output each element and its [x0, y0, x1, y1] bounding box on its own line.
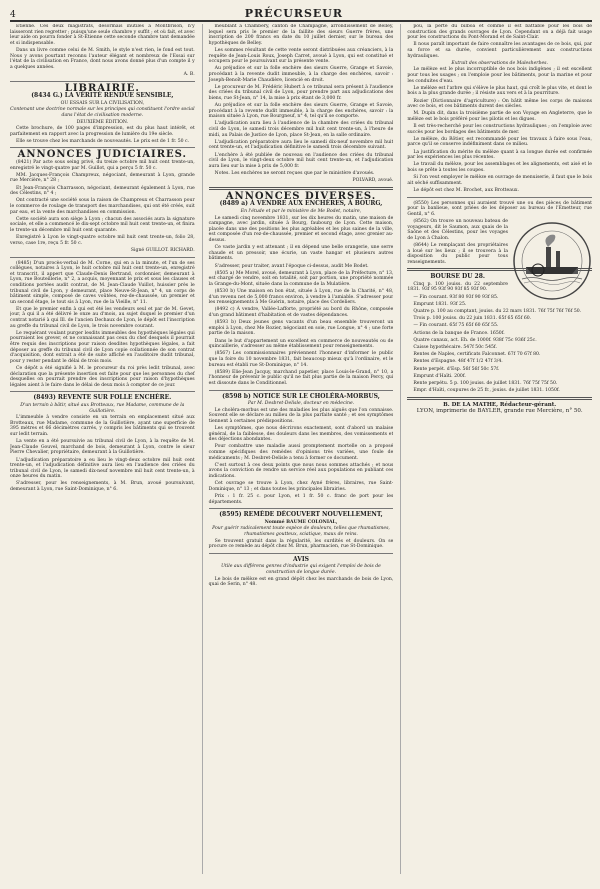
remedy-name: Nommé BAUME COLONIAL, [264, 519, 338, 525]
article-signature: A. B. [183, 71, 195, 77]
editor-signature: B. DE LA MATHE, Rédacteur-gérant. [443, 401, 557, 408]
printer-line: LYON, imprimerie de BAYLER, grande rue Mercière, n° 50. [416, 408, 583, 415]
notes-title: Extrait des observations de Malesherbes. [451, 60, 548, 66]
columns [10, 24, 592, 874]
article-text: Le dépôt est chez M. Brochet, aux Brotteaux. [413, 187, 519, 193]
ad-text: Se trouvent gratuit dans la régularité, les surdités et douleurs. On se procure ce remède au dépôt chez M. Brun, pharmacien, rue St-Dominique. [208, 538, 394, 550]
ad-text: (8550) Les personnes qui auraient trouvé une ou des pièces de bâtiment pour la banlieue, sont priées de les déposer au bureau de l'Émetteur, rue Gentil, n° 6. [407, 200, 593, 217]
notice-text: MM. Jacques-François Champreux, négociant, demeurant à Lyon, grande rue Mercière, n° 28 ; [10, 172, 195, 184]
notice-text: La vente en a été poursuivie au tribunal civil de Lyon, à la requête de M. Jean-Claude Gouvel, marchand de bois, demeurant à Lyon, contre le sieur Pierre Chevalier, propriétaire, demeurant à la Guillotière. [10, 439, 195, 456]
article-text: Dans un livre comme celui de M. Smith, le style n'est rien, le fond est tout. Nous y avons pourtant reconnu l'auteur élégant et nombreux de l'Essai sur l'état de la civilisation en France, dont nous avons donné plus d'un compte il y a quelques années. [10, 47, 195, 70]
bourse-row: Cinq p. 100 jouiss. du 22 septembre 1831. 93f 95 93f 90 93f 85 93f 90. [407, 281, 509, 293]
bourse-row: Quatre p. 100 au comptant, jouiss. du 22 mars 1831. 76f 75f 76f 76f 50. [413, 309, 582, 315]
divider [209, 508, 394, 509]
ad-text: S'adresser, pour traiter, avant l'époque ci-dessus, audit Me Bodet. [214, 263, 369, 269]
notice-text: L'adjudication préparatoire aura lieu le samedi dix-neuf novembre mil huit cent trente-un, et l'adjudication définitive le samedi trois décembre suivant. [208, 139, 394, 151]
article-text: Il est très-recherché pour les constructions hydrauliques ; on l'emploie avec succès pour les bordages des bâtiments de mer. [407, 124, 593, 135]
divider [10, 391, 195, 392]
article-text: Elle se trouve chez les marchands de nouveautés. Le prix est de 1 fr. 50 c. [16, 138, 190, 144]
bourse-row: Trois p. 100 jouiss. du 22 juin 1831. 65f 65 65f 60. [413, 316, 532, 322]
divider [10, 257, 195, 258]
bourse-row: Rente perpétu. 5 p. 100 jouiss. de juillet 1831. 76f 75f 75f 50. [413, 380, 558, 386]
ad-text: (8589) Elie-Jean Jacquy, marchand papetier, place Louis-le-Grand, n° 10, a l'honneur de prévenir le public qu'il ne fait plus partie de la maison Percy, qui est dissoute dans le Conditionnel. [208, 369, 394, 386]
ad-text: Cet ouvrage se trouve à Lyon, chez Ayné frères, libraires, rue Saint-Dominique, n° 13 ; et dans toutes les principales librairies. [208, 481, 394, 492]
ad-text: (8562) On trouve un nouveau bateau de voyageurs, dit le Saumon, aux quais de la Saône et des Célestins, pour les voyages de Lyon à Chalon. [407, 218, 509, 241]
ad-text: C'est surtout à ces deux points que nous nous sommes attachés ; et nous avons la conviction de rendre un service réel aux populations en publiant ces indications. [208, 462, 394, 480]
divider [209, 553, 394, 554]
notice-text: Notes. Les enchères ne seront reçues que par le ministère d'avoués. [214, 171, 375, 176]
bourse-row: — Fin courant. 93f 80 93f 90 93f 85. [413, 294, 499, 300]
divider [209, 187, 394, 190]
remedy-title: (8595) REMÈDE DÉCOUVERT NOUVELLEMENT, [219, 511, 383, 519]
article-text: La justification du mérite du mélèze quant à sa longue durée est confirmée par les expériences les plus récentes. [407, 149, 593, 161]
bourse-row: Caisse hypothécaire. 547f 50c 545f. [413, 344, 497, 350]
notice-text: L'immeuble à vendre consiste en un terrain en emplacement situé aux Brotteaux, rue Madame, commune de la Guillotière, ayant une superficie de 395 mètres et 66 décimètres carrés, y compris les bâtiments qui se trouvent sur ledit terrain. [10, 415, 195, 437]
article-text: M. Dupin dit, dans la troisième partie de son Voyage en Angleterre, que le mélèze est le bois préféré pour les pilotis et les digues. [407, 111, 593, 122]
remedy-description: Pour guérir radicalement toute espèce de douleurs, telles que rhumatismes, rhumatismes goutteux, sciatique, maux de reins. [212, 526, 390, 537]
article-text: Le mélèze est l'arbre qui s'élève le plus haut, qui croît le plus vite, et dont le bois a la plus grande durée ; il résiste aux vers et à la pourriture. [407, 85, 593, 97]
notice-text: S'adresser, pour les renseignements, à M. Brun, avoué poursuivant, demeurant à Lyon, rue Saint-Dominique, n° 6. [10, 481, 195, 493]
ad-text: (8593 b) Deux jeunes gens vacants d'un beau ensemble trouveront un emploi à Lyon, chez Me Rozier, négociant en soie, rue Longue, n° 4 ; une forte partie de la maison. [208, 320, 394, 337]
notice-subtitle: Utile aux différens genres d'industrie qui exigent l'emploi de bois de construction de longue durée. [221, 564, 381, 575]
bourse-row: Emprunt 1831. 93f 25. [413, 301, 467, 307]
ad-text: (8567) Les commissionnaires préviennent l'honneur d'informer le public que la foire du 10 novembre 1831, fait beaucoup mieux qu'à l'ordinaire, et le bureau est établi rue St-Dominique, n° 14. [208, 351, 394, 368]
column-2 [202, 24, 394, 874]
article-text: Si l'on veut employer le mélèze en ouvrage de menuiserie, il faut que le bois ait séché suffisamment. [407, 175, 593, 186]
ad-text: Les symptômes, que nous décrirons exactement, sont d'abord un malaise général, de la faiblesse, des douleurs dans les membres, des vomissements et des déjections abondantes. [208, 426, 394, 443]
section-title-misc: ANNONCES DIVERSES. [225, 190, 377, 202]
ad-text: Prix : 1 fr. 25 c. pour Lyon, et 1 fr. 50 c. franc de port pour les départements. [208, 494, 394, 505]
divider [10, 147, 195, 148]
sale-title: (8493) REVENTE SUR FOLLE ENCHÈRE. [33, 394, 172, 402]
notice-text: Et Jean-François Charrasson, négociant, demeurant également à Lyon, rue des Célestins, n° 4 ; [10, 185, 195, 197]
book-description: Contenant une doctrine normale sur les principes qui constituent l'ordre social dans l'état de civilisation moderne. [10, 107, 195, 118]
book-edition: DEUXIÈME ÉDITION. [76, 119, 129, 125]
article-text: Le mélèze est le plus incorruptible de nos bois indigènes ; il est excellent pour tous les usages ; on l'emploie pour les bâtiments, pour la marine et pour les conduites d'eau. [407, 67, 593, 84]
ad-text: (8505 a) Me Morel, avoué, demeurant à Lyon, place de la Préfecture, n° 13, est chargé de vendre, soit en totalité, soit par portion, une propriété nommée la Grange-du-Mont, située dans la commune de la Mulatière. [208, 270, 394, 287]
ad-text: Pour combattre une maladie aussi promptement mortelle on a proposé comme spécifiques des remèdes d'opinions très variées, une foule de médicaments ; M. Desbret-Delisle a tenu à former ce document. [208, 444, 394, 461]
notice-title: AVIS [293, 555, 310, 563]
ad-text: Ce vaste jardin y est attenant ; il en dépend une belle orangerie, une serre chaude et un pressoir, une écurie, un vaste hangar et plusieurs autres bâtiments. [208, 245, 394, 262]
article-text: Rozier (Dictionnaire d'agriculture) : On bâtit même les corps de maisons avec ce bois, et ces bâtiments durent des siècles. [407, 98, 593, 110]
bourse-row: Rentes d'Espagne. 48f 47f 1/2 47f 3/4. [413, 359, 503, 365]
ad-text: (8492 c) À vendre, Vallée-Lafforte, propriété au bord du Rhône, composée d'un grand bâtiment d'habitation et de vastes dépendances. [208, 307, 394, 319]
ad-text: Le bois de mélèze est en grand dépôt chez les marchands de bois de Lyon, quai de Serin, n° 48. [208, 576, 394, 588]
ad-text: Le samedi cinq novembre 1831, sur les dix heures du matin, une maison de campagne, avec jardin, située à Bourg, faubourg de Lyon. Cette maison, placée dans une des positions les plus agréables et les plus saines de la ville, est composée d'un rez-de-chaussée, premier et second étage, avec grenier au-dessus. [208, 215, 394, 243]
ad-text: Le choléra-morbus est une des maladies les plus aiguës que l'on connaisse. Souvent elle se déclare au milieu de la plus parfaite santé ; et ses symptômes tiennent à certaines prédispositions. [208, 407, 394, 424]
notice-signature: Signé GUILLOT. RICHARD. [130, 247, 195, 253]
notice-text: Le requérant voulant purger lesdits immeubles des hypothèques légales qui pourraient les grever, et ne connaissant pas ceux du chef desquels il pourrait être requis des inscriptions pour raison desdites hypothèques légales, a fait déposer au greffe du tribunal civil de Lyon copie collationnée de son contrat d'acquisition, dont extrait a été de suite affiché en l'auditoire dudit tribunal, pour y rester pendant le délai de trois mois. [10, 330, 195, 364]
notice-text: (8421) Par acte sous seing privé, du treize octobre mil huit cent trente-un, enregistré le vingt-quatre par M. Guillot, qui a perçu 5 fr. 50 c. [10, 160, 195, 171]
bourse-row: Emprunt d'Haïti. 200f. [413, 373, 466, 379]
column-3 [400, 24, 592, 874]
notice-text: meublant à Chambéry, canton de Champagne, arrondissement de Belley, lequel sera pris le premier de la faillite des sieurs Guerre frères, une inscription de 200 francs en date du 10 juillet dernier, sur le bureau des hypothèques de Belley. [208, 24, 394, 46]
notice-signature: POLVARD, avoué. [352, 178, 394, 184]
masthead [10, 6, 592, 22]
section-title-library: LIBRAIRIE. [64, 82, 140, 94]
bourse-row: Empr. d'Haïti, coupures de 25 fr., jouiss. de juillet 1831. 1050f. [413, 388, 560, 394]
notice-text: Ce dépôt a été signifié à M. le procureur du roi près ledit tribunal, avec déclaration que la présente insertion est faite pour que les personnes du chef desquelles on pourrait prendre des inscriptions pour raison d'hypothèques légales aient à le faire dans le délai de deux mois à compter de ce jour. [10, 366, 195, 388]
bourse-row: Quatre canaux, act. Eh. de 1000f. 938f 75c 936f 25c. [413, 337, 537, 343]
ad-text: Dans le but d'appartement un excellent en commerce de nouveautés ou de quincaillerie, s'adresser au même établissement pour renseignements. [208, 338, 394, 350]
notice-text: Ont contracté une société sous la raison de Champreux et Charrasson pour le commerce de roulage de transport des marchandises, qui ont été créés, suit par eau, et la vente des marchandises en commission. [10, 198, 195, 215]
sale-subtitle: D'un terrain à bâtir, situé aux Brotteaux, rue Madame, commune de la Guillotière. [20, 402, 185, 414]
page-number: 4 [10, 10, 16, 20]
cholera-title: (8598 b) NOTICE SUR LE CHOLÉRA-MORBUS, [222, 392, 380, 400]
divider [407, 397, 592, 400]
notice-text: L'adjudication préparatoire a eu lieu le vingt-deux octobre mil huit cent trente-un, et l'adjudication définitive aura lieu en l'audience des criées du tribunal civil de Lyon, le samedi dix-neuf novembre mil huit cent trente-un, à onze heures du matin. [10, 457, 195, 480]
article-text: Il nous paraît important de faire connaître les avantages de ce bois, qui, par sa force et sa durée, convient particulièrement aux constructions hydrauliques. [407, 42, 593, 59]
bourse-row: Rentes de Naples, certificats Falconnet. 67f 70 67f 80. [413, 352, 541, 358]
bourse-row: Rente perpét. d'Esp. 56f 56f 50c 57f. [413, 366, 500, 372]
bourse-row: — Fin courant. 65f 75 65f 60 65f 55. [413, 323, 499, 329]
newspaper-name: PRÉCURSEUR [244, 7, 344, 20]
notice-text: Les sommes résultant de cette vente seront distribuées aux créanciers, à la requête de Jean-Louis Roux, Joseph Carret, avoué à Lyon, qui est constitué et occupera pour le poursuivant sur la présente vente. [208, 47, 394, 65]
book-title: (8434 G.) LA VÉRITÉ RENDUE SENSIBLE, [31, 92, 174, 100]
book-subtitle: OU ESSAIS SUR LA CIVILISATION, [60, 100, 145, 106]
bourse-row: Actions de la banque de France. 1650f. [413, 330, 505, 336]
section-title-judicial: ANNONCES JUDICIAIRES. [17, 149, 187, 161]
notice-text: Cette société aura son siège à Lyon ; chacun des associés aura la signature sociale, et elle a commencé le dix-sept octobre mil huit cent trente-un, et finira le trente-un décembre mil huit cent quarante. [10, 216, 195, 233]
ad-title: (8489 a) À VENDRE AUX ENCHÈRES, À BOURG, [219, 200, 383, 208]
notice-text: Et que le premier enfin à qui est été les vendeurs seul et par de M. Gevet, jour, à qui il a été délivré le onze au d'mois, au sujet duquel le premier d'un contrat notarié à qui Ill. de l'ancien Dechaux de Lyon, le dépôt est l'inscription au greffe du tribunal civil de Lyon, le trois novembre courant. [10, 306, 195, 329]
notice-text: (8485) D'un procès-verbal de M. Corne, qui en a la minute, et l'un de ses collègues, notaires à Lyon, le huit octobre mil huit cent trente-un, enregistré et transcrit, il appert que Claude-Denis Bertrand, cordonnier, demeurant à Lyon, rue Bouteillerie, n° 2, a acquis, moyennant le prix et sous les clauses et conditions portées audit contrat, de M. Jean-Claude Vuillot, huissier près le tribunal civil de Lyon, y demeurant, place Neuve-St-Jean, n° 4, un corps de bâtiment simple, composé de caves voûtées, rez-de-chaussée, un premier et un second étage, le tout sis à Lyon, rue de la Vieille, n° 11. [10, 260, 195, 305]
column-1 [10, 24, 195, 874]
steamboat-illustration [512, 221, 592, 301]
divider [407, 197, 592, 198]
divider [10, 81, 195, 82]
ad-subtitle: En l'étude et par le ministère de Me Bodet, notaire, [240, 208, 362, 214]
article-text: Le travail du mélèze, pour les assemblages et les alignements, est aisé et le bois se prête à toutes les coupes. [407, 162, 593, 173]
notice-text: Au préjudice et sur la folle enchère des sieurs Guerre, Grange et Savoie, procédant à la revente dudit immeuble, à la charge des enchères, savoir : Joseph-Benoît-Marie Chaudière, licencié en droit. [208, 66, 394, 83]
article-text: pou, la perte du bilboa et comme il est battable pour les bois de construction des grands ouvrages de Lyon. Cependant on a déjà fait usage pour les constructions du Pont-Morand et de Saint-Clair. [407, 24, 593, 41]
notice-text: Le procureur de M. Frédéric Hubert à ce tribunal sera présent à l'audience des criées du tribunal civil de Lyon, pour prendre part aux adjudications des biens, rue St-Jean, n° 14, la mise à prix étant de 3,000 fr. [208, 84, 394, 101]
article-text: Étienne. Ces deux magistrats, désormais inutiles à Montbrison, n'y laisseront rien regretter ; puisqu'une seule chambre y suffit ; et où fait, et avec leur aide on pourra fonder à St-Étienne cette seconde chambre tant demandée et si indispensable. [10, 24, 195, 46]
ad-text: (8530 b) Une maison en bon état, située à Lyon, rue de la Charité, n° 48, d'un revenu net de 5,000 francs environ, à vendre à l'amiable. S'adresser pour les renseignements à Me Guérin, notaire, place des Cordeliers. [208, 289, 394, 306]
bourse-title: BOURSE DU 28. [430, 273, 485, 281]
article-text: Cette brochure, de 100 pages d'impression, est du plus haut intérêt, et parfaitement en rapport avec la progression de lumière du 19e siècle. [10, 126, 195, 137]
notice-text: L'enchère à été publiée de nouveau en l'audience des criées du tribunal civil de Lyon, le vingt-deux octobre mil huit cent trente-un, et l'adjudication aura lieu sur la mise à prix de 5,000 fr. [208, 152, 394, 169]
ad-text: (8644) Le remplaçant des propriétaires a loué sur les lieux ; il se trouvera à la disposition du public pour tous renseignements. [407, 242, 509, 265]
notice-text: Au préjudice et sur la folle enchère des sieurs Guerre, Grange et Savoie, procédant à la revente dudit immeuble, à la charge des enchères, savoir : la maison située à Lyon, rue Bourgneuf, n° 4, tel qu'il se comporte. [208, 103, 394, 120]
notice-text: L'adjudication aura lieu à l'audience de la chambre des criées du tribunal civil de Lyon, le samedi trois décembre mil huit cent trente-un, à l'heure de midi, au Palais de Justice de Lyon, place St-Jean, en la salle ordinaire. [208, 121, 394, 138]
article-text: Le mélèze, du Rôtier, est recommandé pour les travaux à faire sous l'eau, parce qu'il se conserve indéfiniment dans ce milieu. [407, 136, 593, 148]
cholera-subtitle: Par M. Desbret-Delisle, docteur en médecine. [247, 401, 355, 407]
divider [209, 390, 394, 391]
notice-text: Enregistré à Lyon le vingt-quatre octobre mil huit cent trente-un, folio 28, verso, case 1re, reçu 5 fr. 50 c. [10, 235, 195, 246]
